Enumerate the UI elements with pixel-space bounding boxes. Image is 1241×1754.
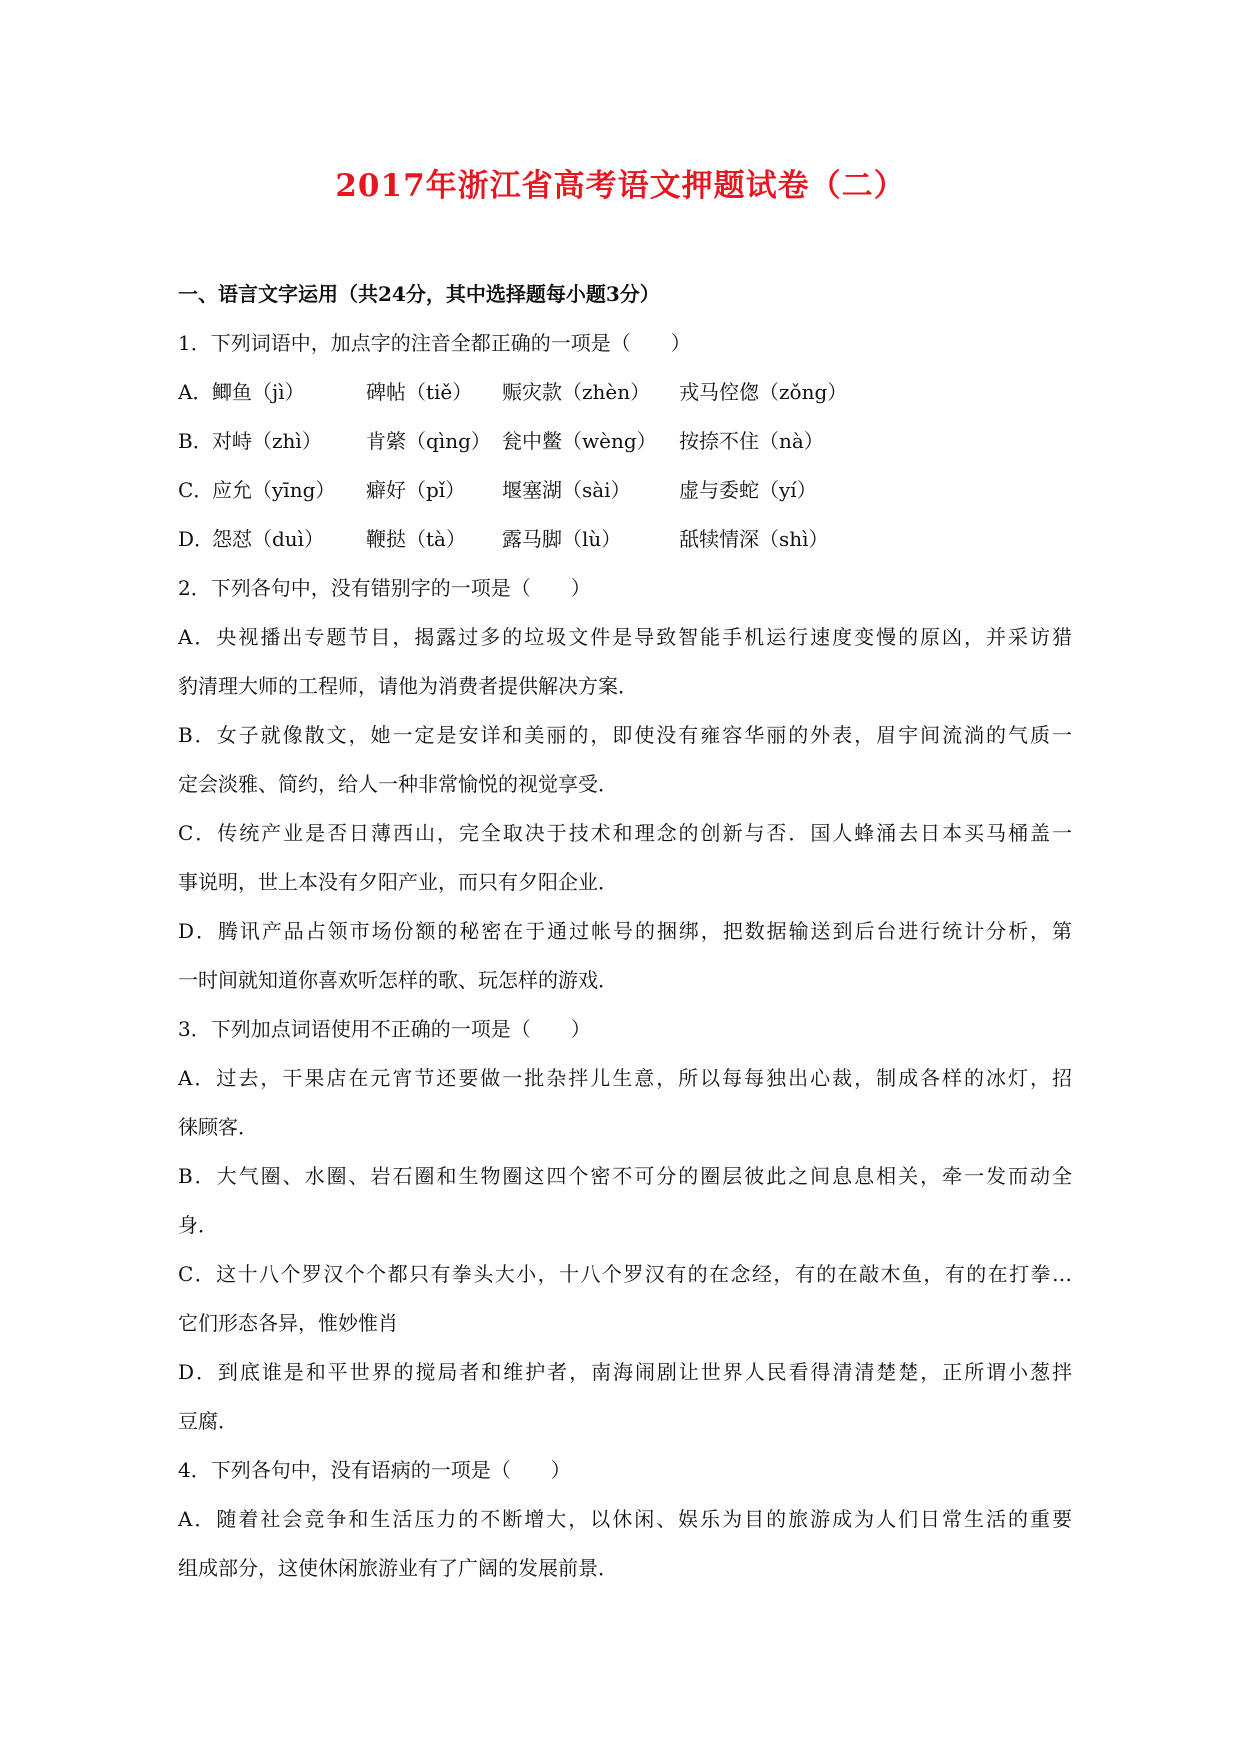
option-item: 戎马倥偬（zǒng） (679, 380, 848, 404)
question-4-option-a-line-2: 组成部分，这使休闲旅游业有了广阔的发展前景． (178, 1556, 618, 1580)
option-item: 鲫鱼（jì） (212, 380, 305, 404)
question-3-option-b-line-2: 身． (178, 1213, 218, 1237)
option-item: 虚与委蛇（yí） (679, 478, 817, 502)
question-2-stem: 2．下列各句中，没有错别字的一项是（ ） (178, 576, 591, 600)
option-label: C． (178, 478, 214, 502)
page-title: 2017年浙江省高考语文押题试卷（二） (335, 168, 906, 204)
option-item: 肯綮（qìng） (366, 429, 491, 453)
option-label: B． (178, 429, 213, 453)
option-item: 赈灾款（zhèn） (502, 380, 651, 404)
question-3-option-b-line-1: B．大气圈、水圈、岩石圈和生物圈这四个密不可分的圈层彼此之间息息相关，牵一发而动全 (178, 1164, 1072, 1188)
question-2-option-b-line-2: 定会淡雅、简约，给人一种非常愉悦的视觉享受． (178, 772, 618, 796)
question-3-option-c-line-1: C．这十八个罗汉个个都只有拳头大小，十八个罗汉有的在念经，有的在敲木鱼，有的在打拳… (178, 1262, 1072, 1286)
question-3-option-c-line-2: 它们形态各异，惟妙惟肖 (178, 1311, 398, 1335)
question-2-option-c-line-2: 事说明，世上本没有夕阳产业，而只有夕阳企业． (178, 870, 618, 894)
option-item: 应允（yīng） (212, 478, 336, 502)
question-2-option-d-line-1: D．腾讯产品占领市场份额的秘密在于通过帐号的捆绑，把数据输送到后台进行统计分析，第 (178, 919, 1072, 943)
question-3-option-d-line-1: D．到底谁是和平世界的搅局者和维护者，南海闹剧让世界人民看得清清楚楚，正所谓小葱拌 (178, 1360, 1072, 1384)
option-item: 舐犊情深（shì） (679, 527, 829, 551)
question-2-option-d-line-2: 一时间就知道你喜欢听怎样的歌、玩怎样的游戏． (178, 968, 618, 992)
question-1-option-d (178, 515, 1072, 564)
option-item: 癖好（pǐ） (366, 478, 466, 502)
question-3-option-a-line-1: A．过去，干果店在元宵节还要做一批杂拌儿生意，所以每每独出心裁，制成各样的冰灯，招 (178, 1066, 1072, 1090)
question-1-option-b (178, 417, 1072, 466)
question-2-option-a-line-2: 豹清理大师的工程师，请他为消费者提供解决方案． (178, 674, 638, 698)
question-3-stem: 3．下列加点词语使用不正确的一项是（ ） (178, 1017, 591, 1041)
question-3-option-a-line-2: 徕顾客． (178, 1115, 258, 1139)
question-1-stem: 1．下列词语中，加点字的注音全都正确的一项是（ ） (178, 331, 691, 355)
option-item: 鞭挞（tà） (366, 527, 466, 551)
option-item: 对峙（zhì） (212, 429, 322, 453)
question-2-option-a-line-1: A．央视播出专题节目，揭露过多的垃圾文件是导致智能手机运行速度变慢的原凶，并采访猎 (178, 625, 1072, 649)
exam-content (178, 270, 1072, 1593)
question-1-option-c (178, 466, 1072, 515)
question-1-option-a (178, 368, 1072, 417)
question-4-stem: 4．下列各句中，没有语病的一项是（ ） (178, 1458, 571, 1482)
option-item: 怨怼（duì） (212, 527, 325, 551)
option-item: 按捺不住（nà） (679, 429, 824, 453)
question-2-option-c-line-1: C．传统产业是否日薄西山，完全取决于技术和理念的创新与否．国人蜂涌去日本买马桶盖一 (178, 821, 1072, 845)
option-label: D． (178, 527, 215, 551)
section-heading: 一、语言文字运用（共24分，其中选择题每小题3分） (178, 282, 660, 306)
option-label: A． (178, 380, 213, 404)
question-3-option-d-line-2: 豆腐． (178, 1409, 238, 1433)
option-item: 瓮中鳖（wèng） (502, 429, 657, 453)
question-4-option-a-line-1: A．随着社会竞争和生活压力的不断增大，以休闲、娱乐为目的旅游成为人们日常生活的重要 (178, 1507, 1072, 1531)
question-2-option-b-line-1: B．女子就像散文，她一定是安详和美丽的，即使没有雍容华丽的外表，眉宇间流淌的气质一 (178, 723, 1072, 747)
option-item: 堰塞湖（sài） (502, 478, 631, 502)
option-item: 露马脚（lù） (502, 527, 622, 551)
option-item: 碑帖（tiě） (366, 380, 473, 404)
